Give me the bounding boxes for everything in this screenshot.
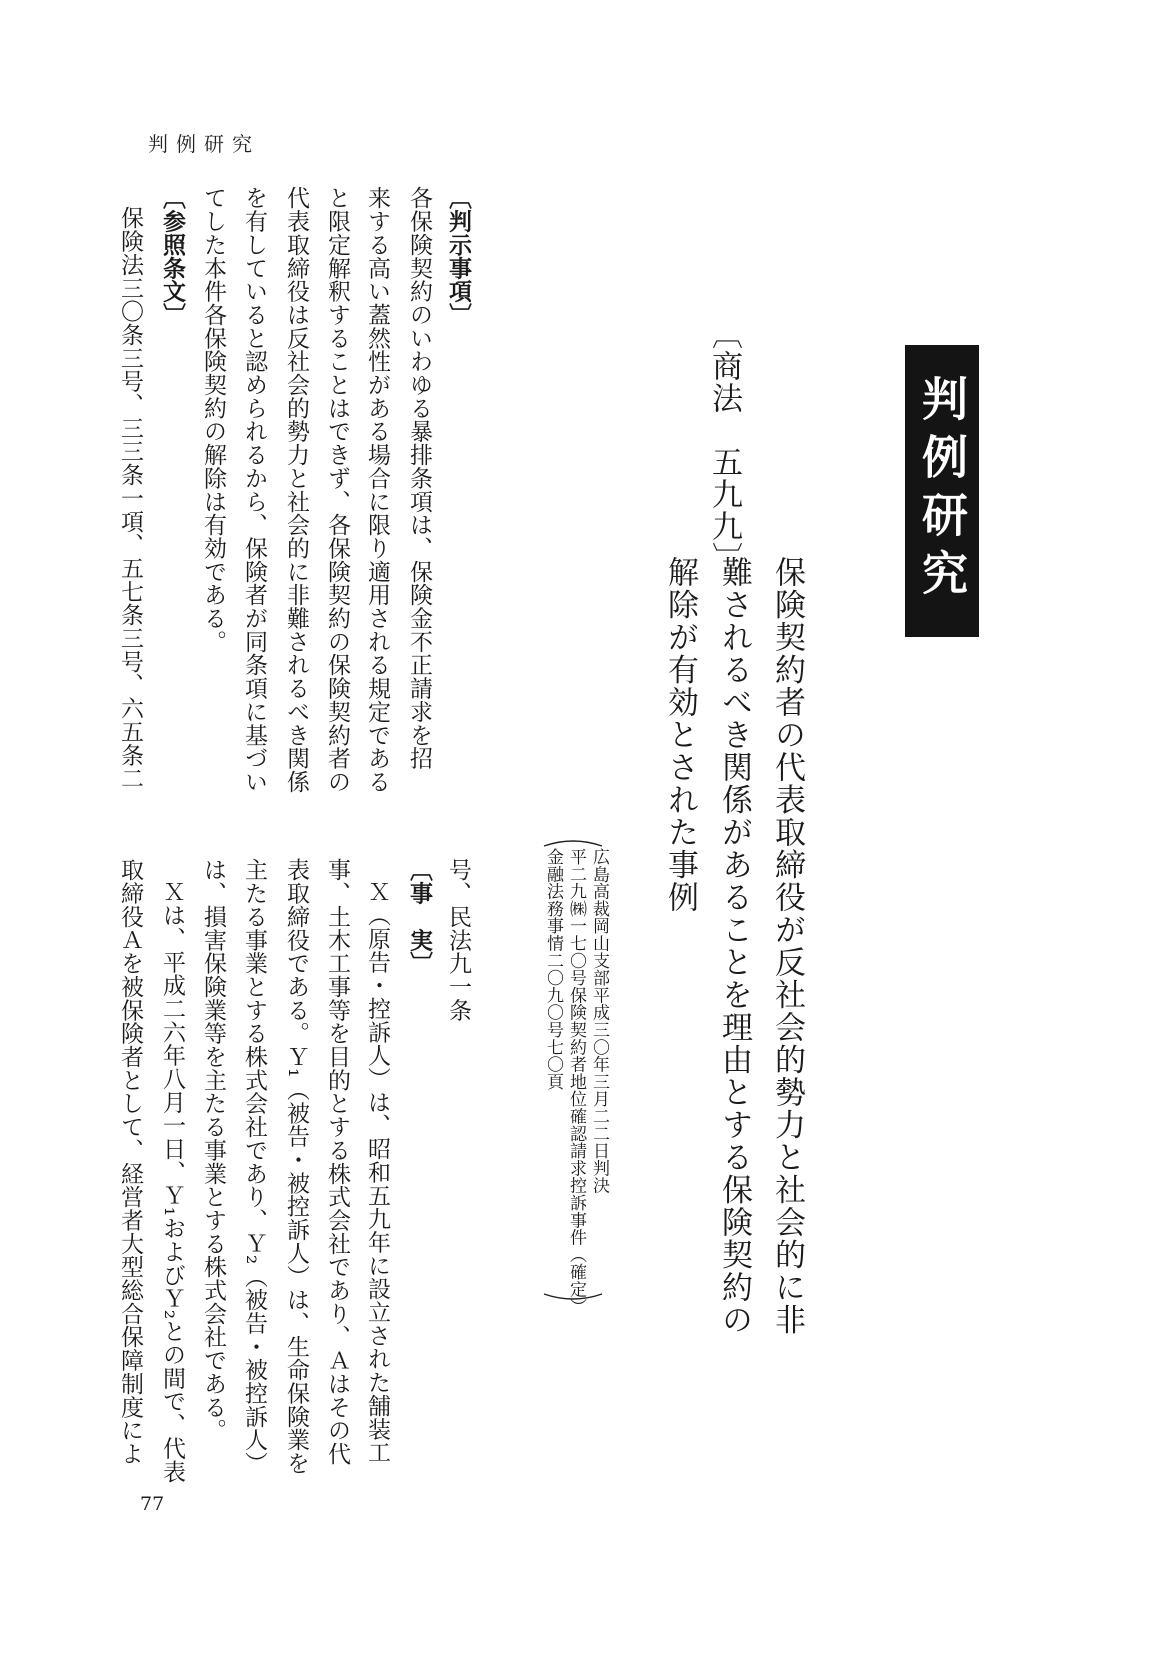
body-line: Ｘ（原告・控訴人）は、昭和五九年に設立された舗装工 — [364, 880, 390, 1464]
section-badge — [905, 345, 979, 637]
section-label: 判例研究 — [915, 375, 969, 607]
heading-holding: 〔判示事項〕 — [445, 186, 471, 327]
body-line: 保険法三〇条三号、三三条一項、五七条三号、六五条二 — [117, 206, 143, 790]
body-line: と限定解釈することはできず、各保険契約の保険契約者の — [324, 186, 350, 794]
title-line: 解除が有効とされた事例 — [662, 556, 698, 914]
body-line: 号、民法九一条 — [445, 858, 471, 1022]
category-label: 〔商法 五九九〕 — [706, 318, 742, 574]
page-number: 77 — [140, 1493, 165, 1515]
body-line: 主たる事業とする株式会社であり、Ｙ₂（被告・被控訴人） — [241, 858, 267, 1475]
body-line: 各保険契約のいわゆる暴排条項は、保険金不正請求を招 — [406, 186, 432, 770]
title-line: 保険契約者の代表取締役が反社会的勢力と社会的に非 — [769, 556, 805, 1336]
body-line: 取締役Ａを被保険者として、経営者大型総合保障制度によ — [117, 858, 143, 1466]
body-line: 代表取締役は反社会的勢力と社会的に非難されるべき関係 — [283, 186, 309, 794]
citation-line: 広島高裁岡山支部平成三〇年三月二二日判決 — [589, 848, 609, 1194]
heading-facts: 〔事 実〕 — [406, 858, 432, 975]
body-line: てした本件各保険契約の解除は有効である。 — [200, 186, 226, 653]
body-line: 来する高い蓋然性がある場合に限り適用される規定である — [364, 186, 390, 794]
title-line: 難されるべき関係があることを理由とする保険契約の — [716, 556, 752, 1336]
body-line: 表取締役である。Ｙ₁（被告・被控訴人）は、生命保険業を — [283, 858, 309, 1475]
body-line: を有していると認められるから、保険者が同条項に基づい — [241, 186, 267, 794]
running-header: 判例研究 — [148, 132, 260, 156]
heading-references: 〔参照条文〕 — [159, 186, 185, 327]
citation-line: 平二九㈱一七〇号保険契約者地位確認請求控訴事件（確定） — [566, 848, 586, 1316]
body-line: は、損害保険業等を主たる事業とする株式会社である。 — [200, 858, 226, 1442]
body-line: Ｘは、平成二六年八月一日、Ｙ₁およびＹ₂との間で、代表 — [159, 880, 185, 1483]
body-line: 事、土木工事等を目的とする株式会社であり、Ａはその代 — [324, 858, 350, 1466]
citation-line: 金融法務事情二〇九〇号七〇頁 — [543, 848, 563, 1091]
